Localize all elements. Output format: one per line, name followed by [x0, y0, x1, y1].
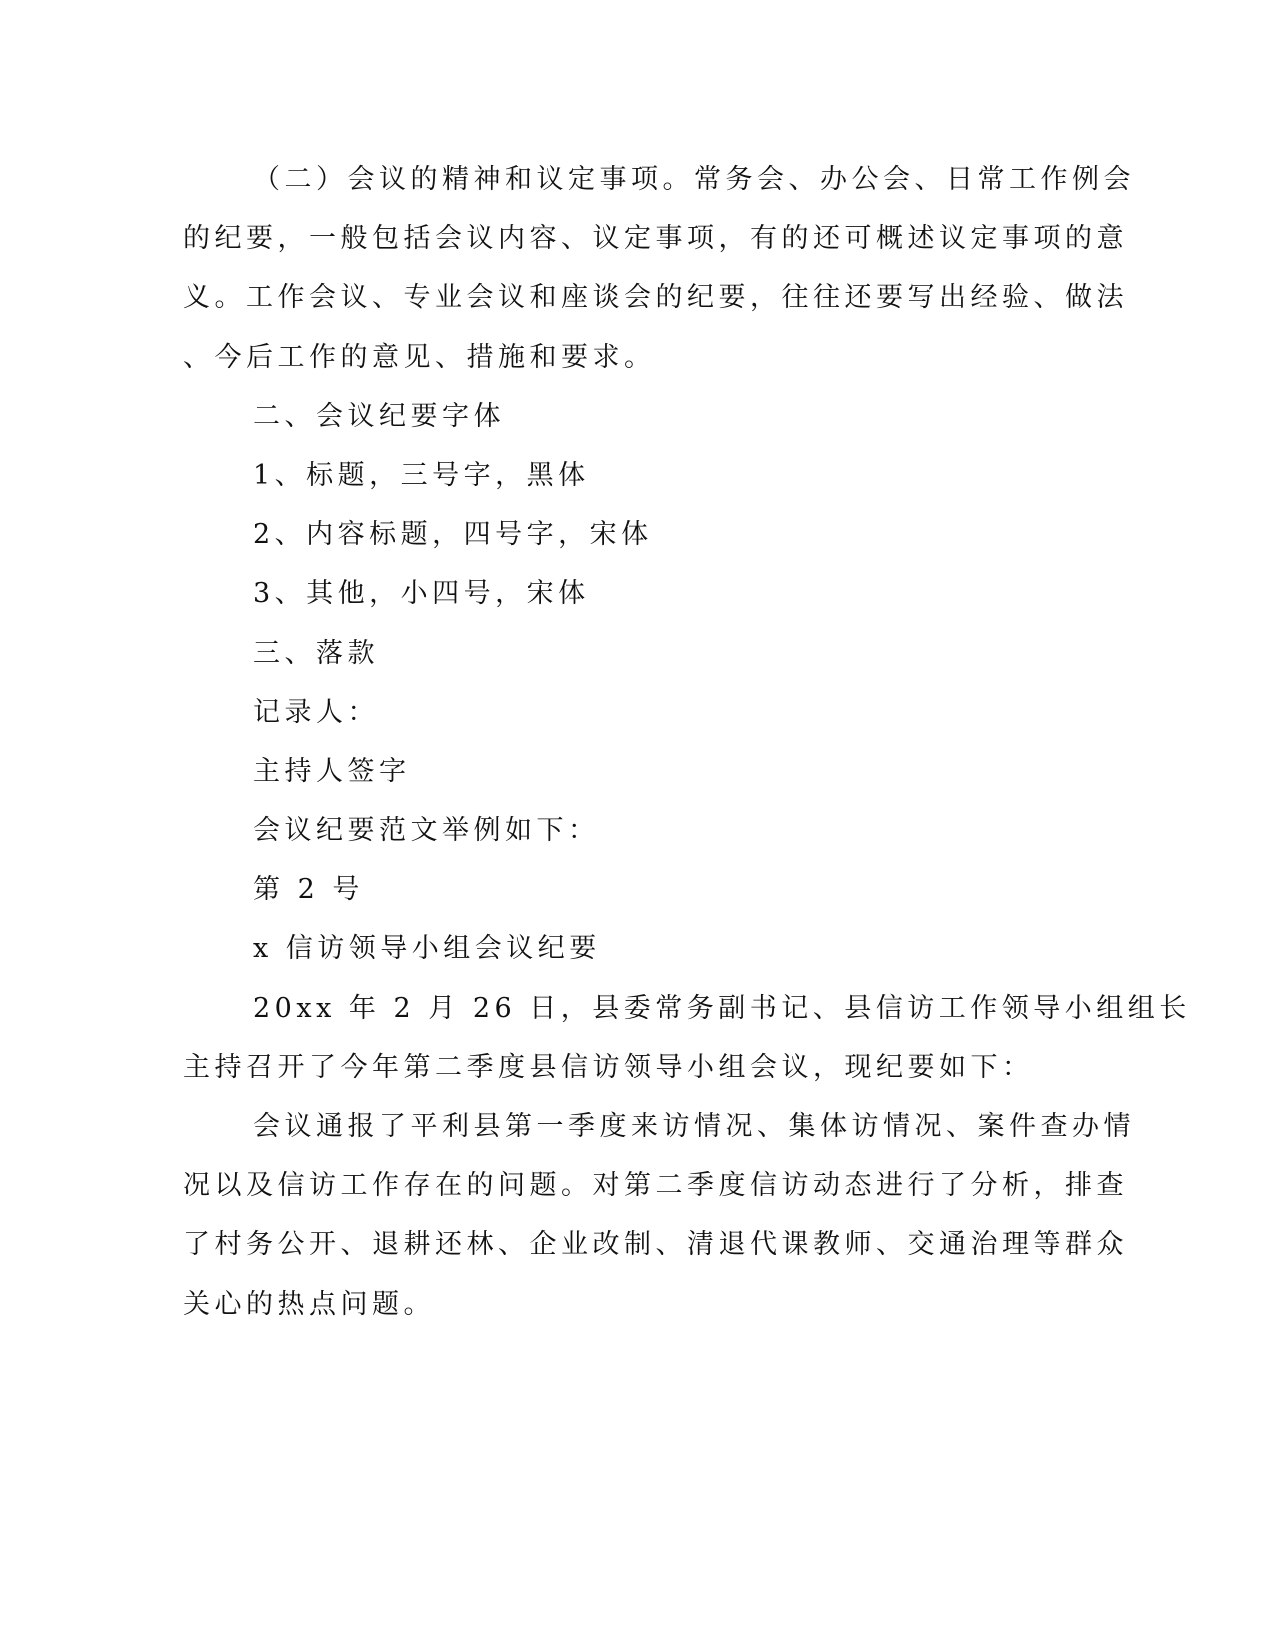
paragraph-line: 主持召开了今年第二季度县信访领导小组会议，现纪要如下： [183, 1051, 1034, 1083]
paragraph-line: 义。工作会议、专业会议和座谈会的纪要，往往还要写出经验、做法 [183, 282, 1128, 314]
document-body [183, 150, 1191, 1334]
section-heading: 二、会议纪要字体 [253, 400, 505, 432]
list-item: 2、内容标题，四号字，宋体 [253, 519, 653, 551]
paragraph-line: （二）会议的精神和议定事项。常务会、办公会、日常工作例会 [253, 164, 1135, 195]
section-heading: 三、落款 [253, 637, 379, 669]
list-item: 1、标题，三号字，黑体 [253, 459, 590, 491]
document-number: 第 2 号 [253, 874, 364, 906]
host-signature-label: 主持人签字 [253, 755, 411, 787]
example-intro: 会议纪要范文举例如下： [253, 815, 600, 847]
recorder-label: 记录人： [253, 696, 379, 728]
paragraph-line: 的纪要，一般包括会议内容、议定事项，有的还可概述议定事项的意 [183, 223, 1128, 255]
paragraph-line: 况以及信访工作存在的问题。对第二季度信访动态进行了分析，排查 [183, 1170, 1128, 1202]
paragraph-line: 、今后工作的意见、措施和要求。 [183, 341, 656, 373]
paragraph-line: 关心的热点问题。 [183, 1288, 435, 1320]
minutes-title: x 信访领导小组会议纪要 [253, 933, 601, 965]
paragraph-line: 会议通报了平利县第一季度来访情况、集体访情况、案件查办情 [253, 1111, 1135, 1142]
list-item: 3、其他，小四号，宋体 [253, 578, 590, 610]
paragraph-line: 20xx 年 2 月 26 日，县委常务副书记、县信访工作领导小组组长 [253, 992, 1191, 1024]
paragraph-line: 了村务公开、退耕还林、企业改制、清退代课教师、交通治理等群众 [183, 1229, 1128, 1261]
